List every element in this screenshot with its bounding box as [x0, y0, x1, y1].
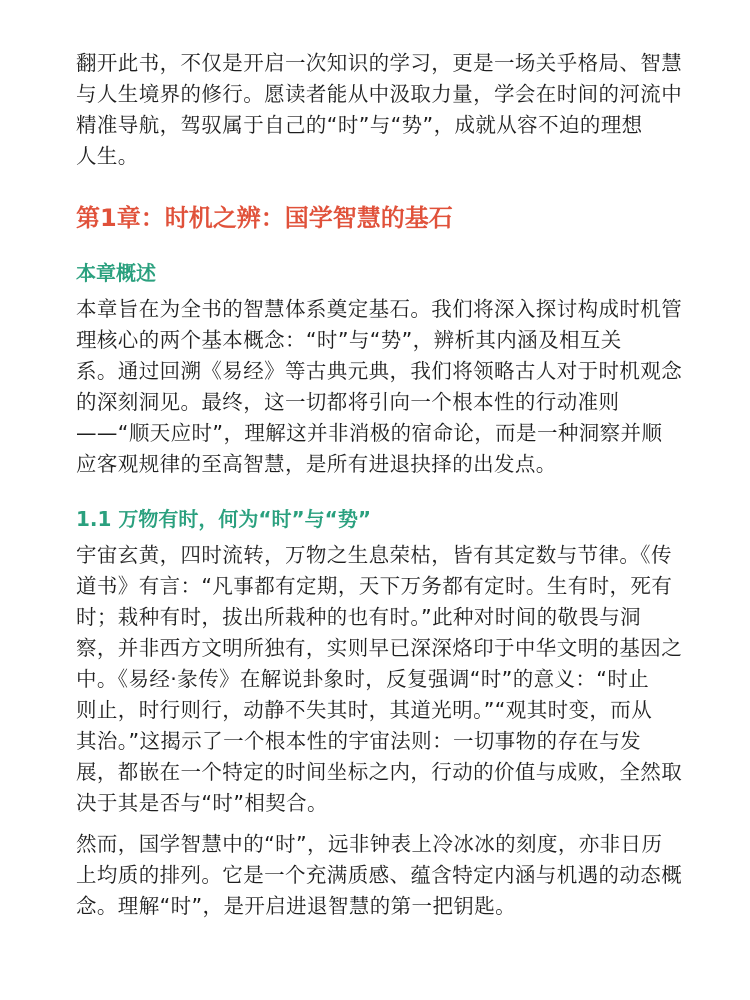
text-line: 道书》有言：“凡事都有定期，天下万务都有定时。生有时，死有	[76, 574, 673, 598]
text-line: 决于其是否与“时”相契合。	[76, 791, 328, 815]
chapter-title: 第1章：时机之辨：国学智慧的基石	[76, 204, 453, 232]
text-line: 人生。	[76, 144, 139, 168]
section-heading: 1.1 万物有时，何为“时”与“势”	[76, 507, 371, 531]
text-line: 时；栽种有时，拔出所栽种的也有时。”此种对时间的敬畏与洞	[76, 605, 642, 629]
overview-paragraph	[76, 294, 683, 480]
text-line: 则止，时行则行，动静不失其时，其道光明。”“观其时变，而从	[76, 698, 653, 722]
text-line: 本章旨在为全书的智慧体系奠定基石。我们将深入探讨构成时机管	[76, 297, 683, 321]
text-line: 察，并非西方文明所独有，实则早已深深烙印于中华文明的基因之	[76, 636, 683, 660]
text-line: 宇宙玄黄，四时流转，万物之生息荣枯，皆有其定数与节律。《传	[76, 543, 672, 567]
overview-heading: 本章概述	[76, 261, 156, 285]
text-line: 其治。”这揭示了一个根本性的宇宙法则：一切事物的存在与发	[76, 729, 642, 753]
text-line: 的深刻洞见。最终，这一切都将引向一个根本性的行动准则	[76, 390, 620, 414]
intro-paragraph	[76, 48, 683, 172]
text-line: 上均质的排列。它是一个充满质感、蕴含特定内涵与机遇的动态概	[76, 863, 683, 887]
text-line: 理核心的两个基本概念：“时”与“势”，辨析其内涵及相互关	[76, 328, 622, 352]
text-line: 然而，国学智慧中的“时”，远非钟表上冷冰冰的刻度，亦非日历	[76, 832, 663, 856]
text-line: 念。理解“时”，是开启进退智慧的第一把钥匙。	[76, 894, 517, 918]
text-line: ——“顺天应时”，理解这并非消极的宿命论，而是一种洞察并顺	[76, 421, 663, 445]
text-line: 展，都嵌在一个特定的时间坐标之内，行动的价值与成败，全然取	[76, 760, 683, 784]
text-line: 应客观规律的至高智慧，是所有进退抉择的出发点。	[76, 452, 557, 476]
section-paragraph-1	[76, 540, 683, 819]
text-line: 系。通过回溯《易经》等古典元典，我们将领略古人对于时机观念	[76, 359, 683, 383]
section-paragraph-2	[76, 829, 683, 922]
text-line: 中。《易经·彖传》在解说卦象时，反复强调“时”的意义：“时止	[76, 667, 650, 691]
text-line: 精准导航，驾驭属于自己的“时”与“势”，成就从容不迫的理想	[76, 113, 643, 137]
text-line: 与人生境界的修行。愿读者能从中汲取力量，学会在时间的河流中	[76, 82, 683, 106]
text-line: 翻开此书，不仅是开启一次知识的学习，更是一场关乎格局、智慧	[76, 51, 683, 75]
